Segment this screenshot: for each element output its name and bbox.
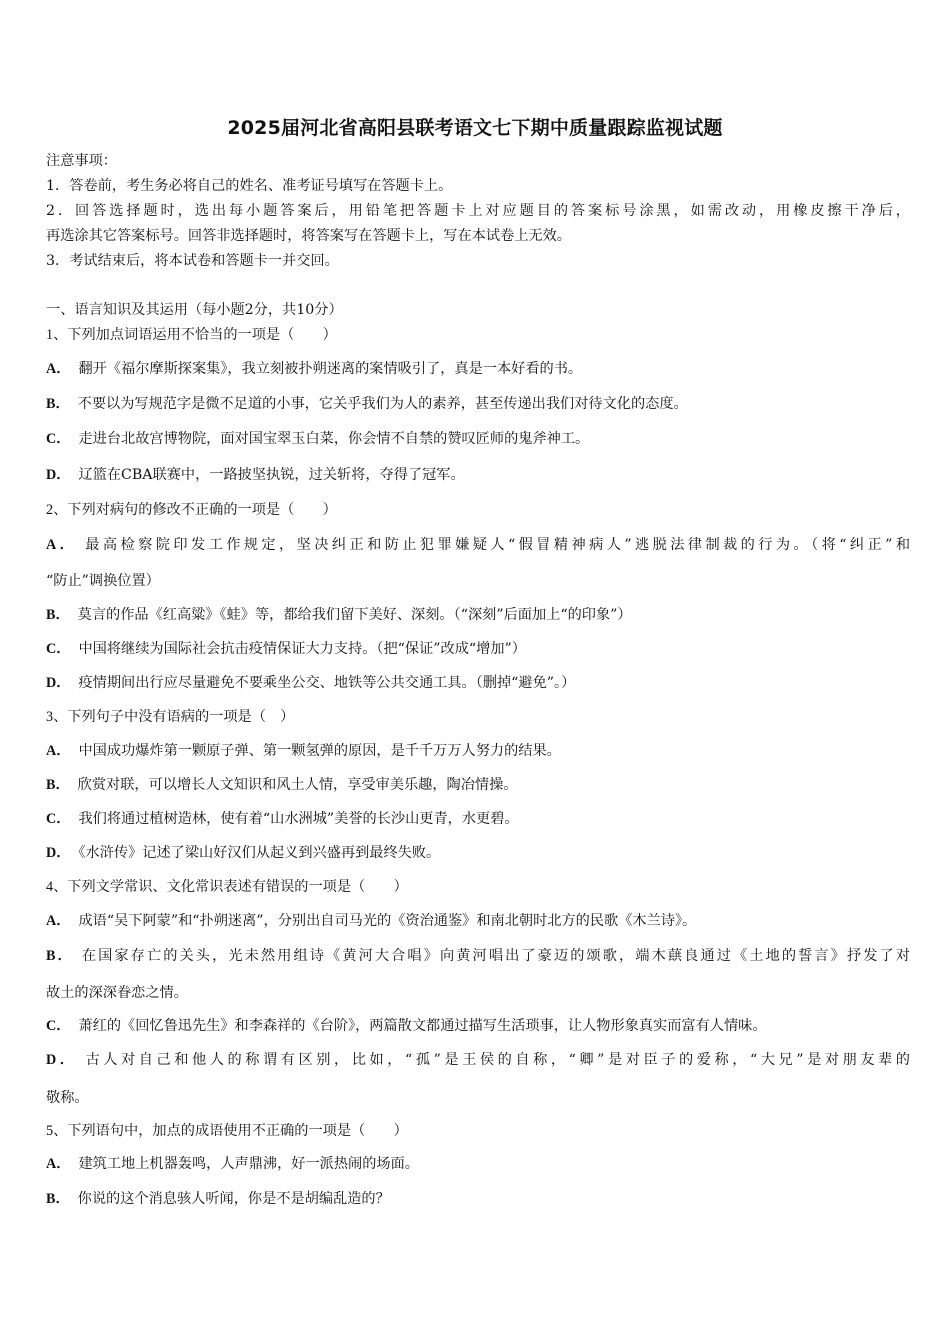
option-letter: A． [46, 537, 78, 553]
q4-option-c [46, 1016, 910, 1036]
q2-option-d [46, 673, 910, 693]
option-letter: B． [46, 777, 70, 793]
q1-option-b [46, 394, 910, 414]
question-1-stem: 1、下列加点词语运用不恰当的一项是（ ） [46, 327, 337, 343]
notice-item-3: 3．考试结束后，将本试卷和答题卡一并交回。 [46, 253, 339, 269]
option-text: 辽篮在CBA联赛中，一路披坚执锐，过关斩将，夺得了冠军。 [78, 467, 465, 483]
option-letter: C． [46, 1018, 71, 1034]
q2-option-a [46, 535, 910, 555]
notice-item-2-cont: 再选涂其它答案标号。回答非选择题时，将答案写在答题卡上，写在本试卷上无效。 [46, 228, 571, 244]
question-2-stem: 2、下列对病句的修改不正确的一项是（ ） [46, 502, 337, 518]
option-letter: D． [46, 675, 71, 691]
option-text: 你说的这个消息骇人听闻，你是不是胡编乱造的？ [77, 1191, 390, 1207]
option-letter: A． [46, 913, 71, 929]
option-letter: A． [46, 1156, 71, 1172]
notice-item-2: 2．回答选择题时，选出每小题答案后，用铅笔把答题卡上对应题目的答案标号涂黑，如需改动，用橡皮擦干净后， [46, 203, 910, 219]
q2-option-b [46, 605, 910, 625]
option-letter: B． [46, 1191, 70, 1207]
q3-option-d [46, 843, 910, 863]
question-3-stem: 3、下列句子中没有语病的一项是（ ） [46, 709, 295, 725]
q4-option-d-cont: 敬称。 [46, 1090, 89, 1106]
option-letter: C． [46, 431, 71, 447]
option-text: 疫情期间出行应尽量避免不要乘坐公交、地铁等公共交通工具。（删掉“避免”。） [78, 675, 576, 691]
option-text: 欣赏对联，可以增长人文知识和风土人情，享受审美乐趣，陶冶情操。 [77, 777, 518, 793]
q1-option-d [46, 465, 910, 485]
q1-option-a [46, 359, 910, 379]
q4-option-d [46, 1050, 910, 1070]
option-letter: A． [46, 743, 71, 759]
option-text: 走进台北故宫博物院，面对国宝翠玉白菜，你会情不自禁的赞叹匠师的鬼斧神工。 [78, 431, 590, 447]
q5-option-b [46, 1189, 910, 1209]
notice-heading: 注意事项： [46, 153, 117, 169]
q5-option-a [46, 1154, 910, 1174]
q1-option-c [46, 429, 910, 449]
q2-option-c [46, 639, 910, 659]
option-text: 莫言的作品《红高粱》《蛙》等，都给我们留下美好、深刻。（“深刻”后面加上“的印象”） [77, 607, 632, 623]
option-letter: D． [46, 845, 71, 861]
page-title: 2025届河北省高阳县联考语文七下期中质量跟踪监视试题 [227, 117, 723, 139]
option-letter: D． [46, 1052, 78, 1068]
option-text: 中国将继续为国际社会抗击疫情保证大力支持。（把“保证”改成“增加”） [78, 641, 526, 657]
option-text: 萧红的《回忆鲁迅先生》和李森祥的《台阶》，两篇散文都通过描写生活琐事，让人物形象真实而富有人情味。 [78, 1018, 767, 1034]
notice-item-1: 1．答卷前，考生务必将自己的姓名、准考证号填写在答题卡上。 [46, 178, 453, 194]
option-letter: B． [46, 607, 70, 623]
option-text: 不要以为写规范字是微不足道的小事，它关乎我们为人的素养，甚至传递出我们对待文化的态度。 [77, 396, 688, 412]
q3-option-a [46, 741, 910, 761]
option-text: 我们将通过植树造林，使有着“山水洲城”美誉的长沙山更青，水更碧。 [78, 811, 519, 827]
q4-option-b [46, 946, 910, 966]
q4-option-b-cont: 故土的深深眷恋之情。 [46, 985, 188, 1001]
option-text: 翻开《福尔摩斯探案集》，我立刻被扑朔迷离的案情吸引了，真是一本好看的书。 [78, 361, 583, 377]
option-text: 最高检察院印发工作规定，坚决纠正和防止犯罪嫌疑人“假冒精神病人”逃脱法律制裁的行为。（将“纠正”和 [85, 537, 910, 553]
option-letter: B． [46, 396, 70, 412]
option-letter: B． [46, 948, 74, 964]
question-4-stem: 4、下列文学常识、文化常识表述有错误的一项是（ ） [46, 879, 408, 895]
q3-option-b [46, 775, 910, 795]
q4-option-a [46, 911, 910, 931]
option-text: 在国家存亡的关头，光未然用组诗《黄河大合唱》向黄河唱出了豪迈的颂歌，端木蕻良通过《土地的誓言》抒发了对 [81, 948, 910, 964]
option-letter: C． [46, 641, 71, 657]
option-text: 建筑工地上机器轰鸣，人声鼎沸，好一派热闹的场面。 [78, 1156, 419, 1172]
option-text: 古人对自己和他人的称谓有区别，比如，“孤”是王侯的自称，“卿”是对臣子的爱称，“大兄”是对朋友辈的 [85, 1052, 910, 1068]
section-heading: 一、语言知识及其运用（每小题2分，共10分） [46, 302, 343, 318]
q3-option-c [46, 809, 910, 829]
option-text: 中国成功爆炸第一颗原子弹、第一颗氢弹的原因，是千千万万人努力的结果。 [78, 743, 561, 759]
option-letter: A． [46, 361, 71, 377]
question-5-stem: 5、下列语句中，加点的成语使用不正确的一项是（ ） [46, 1123, 408, 1139]
option-text: 《水浒传》记述了梁山好汉们从起义到兴盛再到最终失败。 [78, 845, 441, 861]
option-text: 成语“吴下阿蒙”和“扑朔迷离”，分别出自司马光的《资治通鉴》和南北朝时北方的民歌《木兰诗》。 [78, 913, 697, 929]
q2-option-a-cont: “防止”调换位置） [46, 573, 160, 589]
option-letter: C． [46, 811, 71, 827]
option-letter: D． [46, 467, 71, 483]
